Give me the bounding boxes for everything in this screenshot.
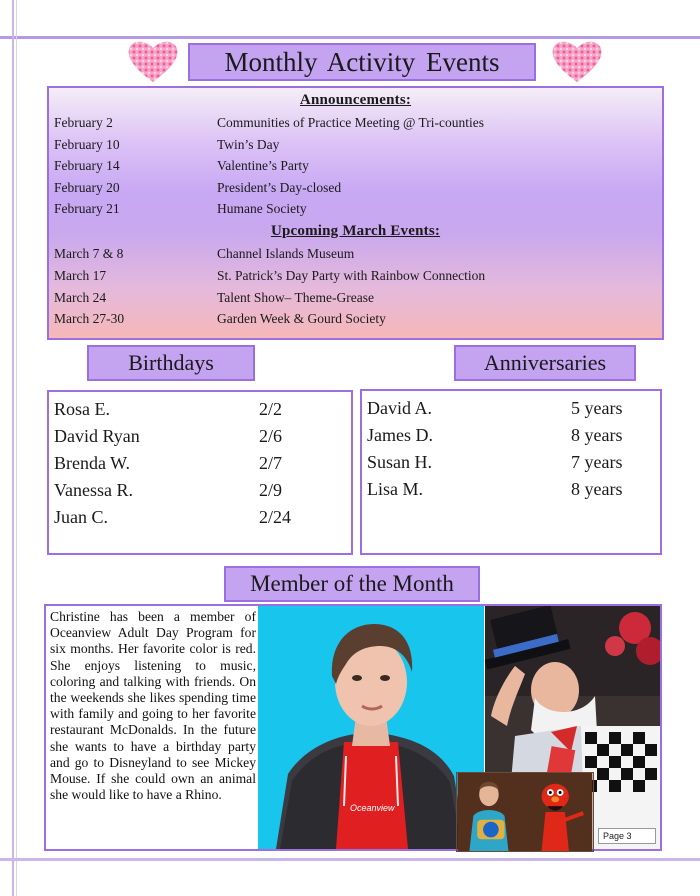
page-number-label: Page 3 (598, 828, 656, 844)
event-row (54, 180, 654, 200)
member-portrait-photo (258, 606, 484, 849)
member-of-month-title: Member of the Month (224, 566, 480, 602)
event-date: March 27-30 (54, 311, 125, 326)
anniversaries-title: Anniversaries (454, 345, 636, 381)
anniversary-years: 5 years (571, 398, 623, 418)
event-name: Communities of Practice Meeting @ Tri-counties (217, 115, 485, 130)
event-date: February 21 (54, 201, 120, 216)
event-row (54, 115, 654, 135)
left-rule (12, 0, 14, 896)
birthday-name: Rosa E. (54, 399, 110, 419)
event-name: President’s Day-closed (217, 179, 342, 195)
bottom-rule (0, 858, 700, 861)
birthdays-list (47, 390, 353, 555)
event-row (54, 158, 654, 178)
list-item (54, 480, 344, 506)
heart-icon (126, 38, 180, 84)
left-rule-inner (16, 0, 17, 896)
events-panel (47, 86, 664, 340)
event-name: Garden Week & Gourd Society (217, 311, 386, 326)
event-date: February 10 (54, 136, 120, 152)
list-item (367, 452, 657, 478)
birthday-date: 2/6 (259, 426, 283, 446)
heart-icon (550, 38, 604, 84)
event-date: February 20 (54, 179, 120, 195)
list-item (367, 425, 657, 451)
member-of-month-text: Christine has been a member of Oceanview Adult Day Program for six months. Her favorite color is red. She enjoys listening to music, coloring and talking with friends. On the weekends she likes spending time with family and going to her favorite restaurant McDonalds. In the future she wants to have a birthday party and go to Disneyland to see Mickey Mouse. If she could own an animal she would like to have a Rhino. (50, 609, 256, 803)
birthday-name: Juan C. (54, 507, 108, 527)
birthdays-title: Birthdays (87, 345, 255, 381)
birthday-name: Vanessa R. (54, 480, 133, 500)
event-name: Twin’s Day (217, 136, 280, 152)
event-row (54, 268, 654, 288)
upcoming-heading: Upcoming March Events: (270, 223, 441, 239)
anniversary-name: James D. (367, 425, 433, 445)
event-name: St. Patrick’s Day Party with Rainbow Connection (217, 268, 486, 283)
list-item (367, 398, 657, 424)
anniversaries-list (360, 389, 662, 555)
event-name: Humane Society (217, 201, 307, 216)
event-row (54, 137, 654, 157)
event-row (54, 311, 654, 331)
event-date: February 14 (54, 158, 120, 173)
elmo-photo (456, 772, 594, 852)
birthday-date: 2/9 (259, 480, 283, 500)
event-date: March 24 (54, 289, 107, 305)
birthday-date: 2/7 (259, 453, 283, 473)
svg-text:Oceanview: Oceanview (350, 803, 395, 813)
event-name: Valentine’s Party (217, 158, 309, 173)
anniversary-years: 7 years (571, 452, 623, 472)
event-row (54, 201, 654, 221)
list-item (54, 399, 344, 425)
event-date: February 2 (54, 115, 113, 130)
list-item (367, 479, 657, 505)
event-row (54, 246, 654, 266)
anniversary-years: 8 years (571, 425, 623, 445)
list-item (54, 453, 344, 479)
announcements-heading: Announcements: (299, 92, 412, 108)
event-name: Talent Show– Theme-Grease (217, 289, 375, 305)
birthday-date: 2/24 (259, 507, 292, 527)
member-of-month-panel (44, 604, 662, 851)
birthday-date: 2/2 (259, 399, 283, 419)
birthday-name: Brenda W. (54, 453, 130, 473)
event-date: March 7 & 8 (54, 246, 124, 261)
birthday-name: David Ryan (54, 426, 140, 446)
anniversary-years: 8 years (571, 479, 623, 499)
event-row (54, 290, 654, 310)
page-title: Monthly Activity Events (188, 43, 536, 81)
list-item (54, 426, 344, 452)
anniversary-name: David A. (367, 398, 432, 418)
list-item (54, 507, 344, 533)
anniversary-name: Susan H. (367, 452, 433, 472)
event-date: March 17 (54, 268, 107, 283)
anniversary-name: Lisa M. (367, 479, 423, 499)
event-name: Channel Islands Museum (217, 246, 355, 261)
